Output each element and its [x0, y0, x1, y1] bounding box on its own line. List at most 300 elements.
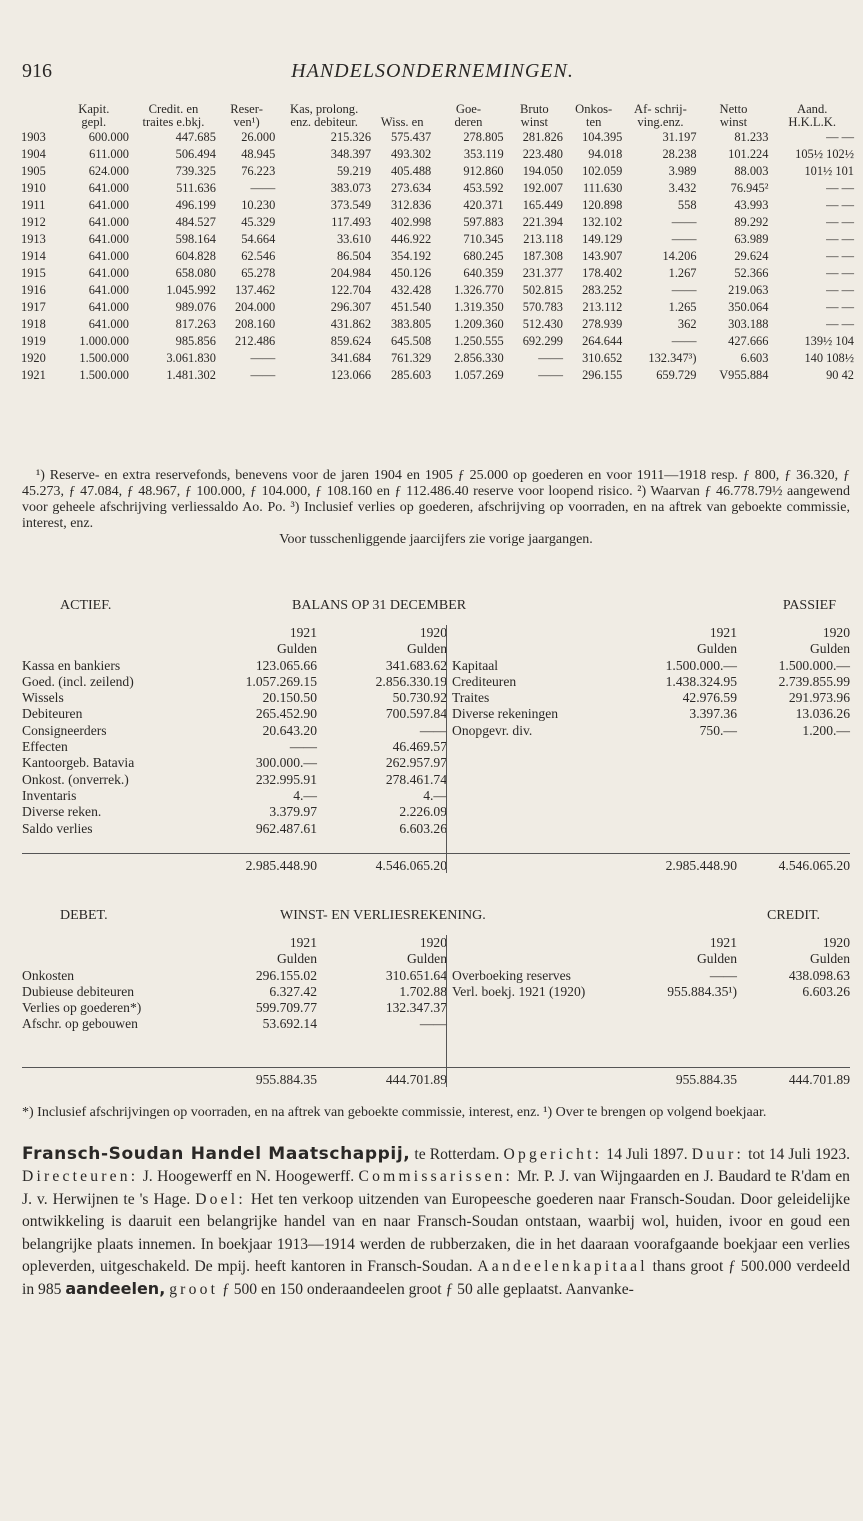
header-cell [432, 103, 504, 129]
table-cell: 278.805 [463, 130, 504, 144]
line-value-2: —— [419, 1016, 447, 1032]
page-header [22, 60, 843, 84]
table-cell: 90 42 [826, 368, 854, 382]
table-cell: 215.326 [330, 130, 372, 144]
line-value-2: 1.500.000.— [778, 657, 850, 673]
table-cell: 1.057.269 [454, 368, 504, 382]
header-cell [276, 103, 372, 129]
table-cell: 383.073 [330, 181, 372, 195]
year-cell: 1905 [21, 164, 46, 178]
table-cell: 137.462 [234, 283, 276, 297]
table-cell: 213.118 [523, 232, 563, 246]
debet-label: DEBET. [60, 908, 108, 923]
table-cell: 1.326.770 [454, 283, 504, 297]
header-line: Goe- [455, 102, 482, 116]
table-cell: 985.856 [175, 334, 216, 348]
table-cell: 65.278 [241, 266, 276, 280]
line-value-2: 700.597.84 [385, 706, 447, 722]
table-cell: 219.063 [728, 283, 769, 297]
table-row [20, 197, 855, 214]
unit-header-row [452, 641, 850, 657]
header-line: deren [454, 115, 483, 129]
table-cell: 432.428 [390, 283, 432, 297]
table-cell: 493.302 [390, 147, 432, 161]
total-value-1: 955.884.35 [675, 1072, 737, 1087]
line-value-1: 1.500.000.— [665, 657, 737, 673]
total-value-2: 4.546.065.20 [778, 858, 850, 873]
header-line: Af- schrij- [634, 102, 687, 116]
table-cell: 761.329 [390, 351, 432, 365]
table-cell: 680.245 [463, 249, 504, 263]
table-cell: 859.624 [330, 334, 372, 348]
column-divider [446, 625, 447, 873]
total-row [22, 853, 452, 876]
table-cell: 641.000 [88, 232, 129, 246]
table-cell: 221.394 [522, 215, 563, 229]
table-row [20, 299, 855, 316]
year-cell: 1919 [21, 334, 46, 348]
header-line: ten [585, 115, 602, 129]
table-cell: 506.494 [175, 147, 216, 161]
line-value-1: 53.692.14 [262, 1016, 317, 1032]
line-label: Onopgevr. div. [452, 722, 533, 738]
line-value-2: 341.683.62 [385, 657, 447, 673]
line-value-2: 2.739.855.99 [778, 673, 850, 689]
table-cell: — — [826, 181, 854, 195]
line-value-2: 438.098.63 [788, 967, 850, 983]
year-2: 1920 [419, 625, 447, 640]
table-cell: —— [671, 232, 697, 246]
line-value-1: 42.976.59 [682, 690, 737, 706]
line-value-2: 2.226.09 [399, 804, 447, 820]
year-2: 1920 [419, 935, 447, 950]
line-value-1: 3.397.36 [689, 706, 737, 722]
table-cell: 62.546 [241, 249, 276, 263]
table-cell: 10.230 [241, 198, 276, 212]
line-item [452, 984, 850, 1000]
table-cell: 120.898 [582, 198, 623, 212]
line-item [22, 968, 452, 984]
table-cell: 354.192 [390, 249, 432, 263]
footnote-reserves: ¹) Reserve- en extra reservefonds, benevens voor de jaren 1904 en 1905 ƒ 25.000 op goederen en voor 1911—1918 resp. ƒ 800, ƒ 36.320, ƒ 45.273, ƒ 47.084, ƒ 48.967, ƒ 100.000, ƒ 104.000, ƒ 108.160 en ƒ 112.486.40 reserve voor loopend risico. ²) Waarvan ƒ 46.778.79½ aangewend voor geheele afschrijving verliessaldo Ao. Po. ³) Inclusief verlies op goederen, afschrijving op voorraden, en na aftrek van geboekte commissie, interest, enz. [22, 468, 850, 531]
total-value-2: 4.546.065.20 [375, 858, 447, 873]
header-line: winst [719, 115, 748, 129]
table-cell: 402.998 [390, 215, 432, 229]
table-cell: 353.119 [463, 147, 504, 161]
unit-header-row [452, 951, 850, 967]
line-value-2: 310.651.64 [385, 967, 447, 983]
line-value-1: 3.379.97 [269, 804, 317, 820]
table-cell: 502.815 [522, 283, 563, 297]
table-cell: 194.050 [522, 164, 563, 178]
table-cell: 383.805 [390, 317, 432, 331]
table-cell: 641.000 [88, 266, 129, 280]
table-header [20, 103, 855, 129]
table-cell: 111.630 [583, 181, 623, 195]
line-item [452, 674, 850, 690]
table-cell: 575.437 [390, 130, 432, 144]
line-label: Diverse reken. [22, 804, 102, 820]
line-item [22, 674, 452, 690]
opgericht-label: Opgericht: [503, 1146, 603, 1163]
header-line: Wiss. en [380, 115, 424, 129]
company-name: Fransch-Soudan Handel Maatschappij, [22, 1144, 411, 1164]
table-cell: 204.000 [234, 300, 276, 314]
header-row [20, 103, 855, 129]
table-cell: 640.359 [463, 266, 504, 280]
table-cell: —— [538, 351, 563, 365]
table-cell: 43.993 [734, 198, 769, 212]
total-value-1: 955.884.35 [255, 1072, 317, 1087]
table-cell: 26.000 [241, 130, 276, 144]
unit-1: Gulden [696, 641, 737, 657]
total-row [452, 853, 850, 876]
table-cell: 989.076 [175, 300, 216, 314]
table-cell: 496.199 [175, 198, 216, 212]
groot-label: groot [169, 1281, 219, 1299]
header-cell [58, 103, 130, 129]
line-label: Goed. (incl. zeilend) [22, 673, 134, 689]
year-header-row [452, 625, 850, 641]
table-cell: 641.000 [88, 317, 129, 331]
header-line: gepl. [81, 115, 107, 129]
table-cell: 178.402 [582, 266, 623, 280]
table-cell: 1.267 [668, 266, 697, 280]
unit-header-row [22, 641, 452, 657]
table-row [20, 367, 855, 384]
directeuren-value: J. Hoogewerff en N. Hoogewerff. [142, 1168, 355, 1186]
table-notes [22, 468, 850, 548]
table-cell: — — [826, 249, 854, 263]
line-value-1: 955.884.35¹) [667, 983, 737, 999]
table-cell: 373.549 [330, 198, 372, 212]
table-row [20, 248, 855, 265]
line-value-2: 132.347.37 [385, 1000, 447, 1016]
table-cell: 86.504 [336, 249, 372, 263]
line-item [22, 1016, 452, 1032]
table-cell: 450.126 [390, 266, 432, 280]
table-row [20, 350, 855, 367]
page-title: HANDELSONDERNEMINGEN. [291, 60, 574, 82]
table-cell: 1.481.302 [166, 368, 216, 382]
table-cell: 641.000 [88, 249, 129, 263]
table-cell: —— [250, 351, 276, 365]
header-cell [130, 103, 217, 129]
left-column [22, 625, 452, 873]
table-cell: 692.299 [522, 334, 563, 348]
table-cell: 94.018 [588, 147, 623, 161]
total-value-2: 444.701.89 [385, 1072, 447, 1087]
aandeelen-label: aandeelen, [65, 1279, 166, 1299]
table-cell: —— [671, 334, 697, 348]
line-value-1: 4.— [293, 787, 317, 803]
table-cell: — — [826, 232, 854, 246]
table-cell: 192.007 [522, 181, 563, 195]
line-value-2: 278.461.74 [385, 771, 447, 787]
opgericht-value: 14 Juli 1897. [606, 1146, 688, 1163]
line-label: Kassa en bankiers [22, 657, 121, 673]
table-cell: 88.003 [734, 164, 769, 178]
table-cell: 6.603 [740, 351, 769, 365]
line-item [22, 984, 452, 1000]
table-row [20, 163, 855, 180]
header-cell-year [20, 103, 58, 129]
table-cell: 817.263 [175, 317, 216, 331]
header-line: winst [520, 115, 548, 129]
table-cell: 14.206 [662, 249, 697, 263]
table-cell: 117.493 [331, 215, 372, 229]
line-label: Dubieuse debiteuren [22, 983, 135, 999]
table-cell: 132.347³) [648, 351, 697, 365]
company-entry [22, 1143, 850, 1302]
year-1: 1921 [709, 625, 737, 640]
table-row [20, 231, 855, 248]
year-cell: 1921 [21, 368, 46, 382]
table-cell: 3.989 [668, 164, 697, 178]
line-label: Effecten [22, 739, 68, 755]
line-label: Diverse rekeningen [452, 706, 559, 722]
commissarissen-label: Commissarissen: [358, 1168, 514, 1186]
table-row [20, 129, 855, 146]
total-value-1: 2.985.448.90 [245, 858, 317, 873]
year-2: 1920 [822, 625, 850, 640]
line-item [22, 723, 452, 739]
table-cell: 264.644 [582, 334, 623, 348]
table-cell: 285.603 [390, 368, 432, 382]
table-cell: 1.500.000 [79, 351, 129, 365]
right-column [452, 935, 850, 1087]
line-value-2: 6.603.26 [802, 983, 850, 999]
table-cell: 63.989 [734, 232, 769, 246]
table-cell: 2.856.330 [454, 351, 504, 365]
table-cell: 204.984 [330, 266, 372, 280]
table-cell: 213.112 [582, 300, 623, 314]
table-cell: 362 [677, 317, 697, 331]
line-label: Overboeking reserves [452, 967, 571, 983]
total-value-1: 2.985.448.90 [665, 858, 737, 873]
duur-label: Duur: [691, 1146, 745, 1163]
line-value-2: 1.702.88 [399, 983, 447, 999]
table-cell: 212.486 [234, 334, 276, 348]
line-item [22, 821, 452, 837]
actief-label: ACTIEF. [60, 598, 112, 613]
line-value-1: 1.057.269.15 [245, 673, 317, 689]
table-cell: 641.000 [88, 215, 129, 229]
table-row [20, 214, 855, 231]
table-cell: 223.480 [522, 147, 563, 161]
table-cell: 312.836 [390, 198, 432, 212]
table-cell: 54.664 [241, 232, 276, 246]
table-cell: 405.488 [390, 164, 432, 178]
header-cell [623, 103, 697, 129]
table-cell: 52.366 [734, 266, 769, 280]
table-cell: — — [826, 317, 854, 331]
doel-value: Het ten verkoop uitzenden van Europeesche goederen naar Fransch-Soudan. Door geleidelijke ontwikkeling is daaruit een belangrijke handel van en naar Fransch-Soudan ontstaan, waarbij wol, huiden, ivoor en goud een belangrijke plaats innemen. In boekjaar 1913—1914 werden de rubberzaken, die in het daaraan voorafgaande boekjaar een verlies opleverden, uitgeschakeld. De mpij. heeft kantoren in Fransch-Soudan. [22, 1190, 850, 1276]
unit-2: Gulden [406, 641, 447, 657]
table-cell: 1.250.555 [454, 334, 504, 348]
table-cell: 446.922 [390, 232, 432, 246]
table-cell: 101.224 [728, 147, 769, 161]
table-cell: 165.449 [522, 198, 563, 212]
line-value-1: 123.065.66 [255, 657, 317, 673]
line-item [22, 706, 452, 722]
year-1: 1921 [709, 935, 737, 950]
table-cell: 132.102 [582, 215, 623, 229]
page-number: 916 [22, 60, 52, 82]
header-cell [372, 103, 432, 129]
passief-label: PASSIEF [782, 598, 836, 613]
line-value-1: 20.643.20 [262, 722, 317, 738]
aandeelenkapitaal-label: Aandeelenkapitaal [477, 1258, 648, 1276]
header-line: Kas, prolong. [290, 102, 359, 116]
line-value-2: —— [419, 722, 447, 738]
table-row [20, 282, 855, 299]
table-cell: 1.000.000 [79, 334, 129, 348]
line-value-1: 962.487.61 [255, 820, 317, 836]
table-cell: 611.000 [89, 147, 129, 161]
table-cell: —— [250, 181, 276, 195]
header-cell [505, 103, 564, 129]
year-header-row [22, 625, 452, 641]
table-cell: 59.219 [336, 164, 372, 178]
line-value-1: 599.709.77 [255, 1000, 317, 1016]
unit-header-row [22, 951, 452, 967]
header-cell [698, 103, 770, 129]
table-cell: 512.430 [522, 317, 563, 331]
table-cell: 1.209.360 [454, 317, 504, 331]
line-value-2: 291.973.96 [788, 690, 850, 706]
table-cell: 427.666 [728, 334, 769, 348]
table-cell: 511.636 [176, 181, 216, 195]
table-cell: 451.540 [390, 300, 432, 314]
unit-2: Gulden [809, 641, 850, 657]
table-cell: 76.223 [241, 164, 276, 178]
line-item [452, 706, 850, 722]
table-cell: 33.610 [336, 232, 372, 246]
table-cell: — — [826, 215, 854, 229]
year-cell: 1917 [21, 300, 46, 314]
year-cell: 1903 [21, 130, 46, 144]
line-label: Onkost. (onverrek.) [22, 771, 129, 787]
table-cell: 187.308 [522, 249, 563, 263]
table-cell: 102.059 [582, 164, 623, 178]
line-value-2: 262.957.97 [385, 755, 447, 771]
year-cell: 1904 [21, 147, 46, 161]
line-value-2: 2.856.330.19 [375, 673, 447, 689]
table-cell: 101½ 101 [804, 164, 854, 178]
line-value-1: 1.438.324.95 [665, 673, 737, 689]
line-item [22, 755, 452, 771]
header-line: Netto [719, 102, 748, 116]
year-cell: 1914 [21, 249, 46, 263]
table-cell: —— [671, 215, 697, 229]
year-cell: 1913 [21, 232, 46, 246]
table-cell: 31.197 [662, 130, 697, 144]
header-line: Onkos- [575, 102, 613, 116]
unit-2: Gulden [809, 951, 850, 967]
total-value-2: 444.701.89 [788, 1072, 850, 1087]
year-cell: 1911 [21, 198, 46, 212]
table-cell: 283.252 [582, 283, 623, 297]
table-cell: — — [826, 283, 854, 297]
header-line: Reser- [230, 102, 263, 116]
profit-loss-footnote: *) Inclusief afschrijvingen op voorraden, en na aftrek van geboekte commissie, interest, enz. ¹) Over te brengen op volgend boekjaar. [22, 1105, 767, 1120]
table-cell: 658.080 [175, 266, 216, 280]
line-item [452, 968, 850, 984]
credit-label: CREDIT. [766, 908, 820, 923]
year-cell: 1910 [21, 181, 46, 195]
header-line: Kapit. [78, 102, 110, 116]
table-cell: 624.000 [88, 164, 129, 178]
line-value-2: 4.— [423, 787, 447, 803]
line-item [452, 690, 850, 706]
line-item [22, 690, 452, 706]
line-value-2: 13.036.26 [795, 706, 850, 722]
table-cell: 341.684 [330, 351, 372, 365]
table-cell: V955.884 [719, 368, 769, 382]
unit-1: Gulden [276, 951, 317, 967]
year-1: 1921 [289, 935, 317, 950]
directeuren-label: Directeuren: [22, 1168, 139, 1186]
table-cell: —— [538, 368, 563, 382]
header-line: Bruto [519, 102, 549, 116]
line-item [22, 658, 452, 674]
table-cell: 104.395 [582, 130, 623, 144]
line-label: Kapitaal [452, 657, 499, 673]
table-cell: 123.066 [330, 368, 372, 382]
unit-2: Gulden [406, 951, 447, 967]
line-label: Traites [452, 690, 490, 706]
table-cell: 739.325 [175, 164, 216, 178]
line-label: Verl. boekj. 1921 (1920) [452, 983, 586, 999]
table-cell: 1.265 [668, 300, 697, 314]
unit-1: Gulden [696, 951, 737, 967]
table-cell: 1.319.350 [454, 300, 504, 314]
table-row [20, 180, 855, 197]
table-cell: 28.238 [662, 147, 697, 161]
table-cell: 1.500.000 [79, 368, 129, 382]
line-item [22, 739, 452, 755]
table-cell: 3.432 [668, 181, 697, 195]
line-label: Onkosten [22, 967, 75, 983]
table-cell: 350.064 [728, 300, 769, 314]
table-cell: — — [826, 198, 854, 212]
line-item [22, 1000, 452, 1016]
table-cell: 29.624 [734, 249, 769, 263]
table-cell: 348.397 [330, 147, 372, 161]
line-value-1: 750.— [699, 722, 737, 738]
table-cell: —— [250, 368, 276, 382]
line-value-2: 46.469.57 [392, 739, 447, 755]
line-value-1: 265.452.90 [255, 706, 317, 722]
table-cell: 641.000 [88, 198, 129, 212]
table-cell: 1.045.992 [166, 283, 216, 297]
year-cell: 1915 [21, 266, 46, 280]
table-cell: 453.592 [463, 181, 504, 195]
line-value-2: 1.200.— [802, 722, 850, 738]
duur-value: tot 14 Juli 1923. [748, 1146, 851, 1163]
table-cell: 604.828 [175, 249, 216, 263]
year-cell: 1920 [21, 351, 46, 365]
line-item [452, 658, 850, 674]
year-2: 1920 [822, 935, 850, 950]
table-cell: 273.634 [390, 181, 432, 195]
table-cell: — — [826, 300, 854, 314]
header-line: Aand. [796, 102, 828, 116]
total-row [452, 1067, 850, 1090]
balance-title: BALANS OP 31 DECEMBER [292, 598, 467, 613]
table-cell: 310.652 [582, 351, 623, 365]
